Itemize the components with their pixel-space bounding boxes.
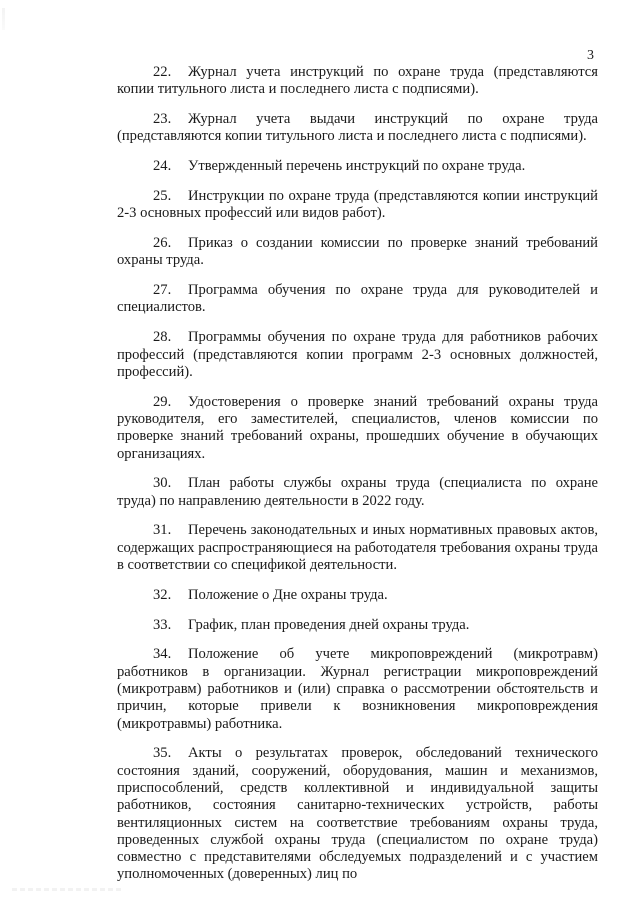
item-text: Перечень законодательных и иных нормативных правовых актов, содержащих распространяющиеся на работодателя требования охраны труда в соответствии со спецификой деятельности.: [117, 522, 598, 574]
item-text: План работы службы охраны труда (специалиста по охране труда) по направлению деятельности в 2022 году.: [117, 475, 598, 509]
item-text: Акты о результатах проверок, обследований технического состояния зданий, сооружений, оборудования, машин и механизмов, приспособлений, средств коллективной и индивидуальной защиты работников, состояния санитарно-технических устройств, работы вентиляционных систем на соответствие требованиям охраны труда, проведенных службой охраны труда (специалистом по охране труда) совместно с представителями обследуемых подразделений и с участием уполномоченных (доверенных) лиц по: [117, 745, 598, 883]
item-number: 35.: [153, 745, 172, 762]
item-text: Программы обучения по охране труда для работников рабочих профессий (представляются копии программ 2-3 основных должностей, профессий).: [117, 329, 598, 380]
list-item-35: [117, 745, 598, 883]
item-text: Журнал учета выдачи инструкций по охране труда (представляются копии титульного листа и последнего листа с подписями).: [117, 111, 598, 145]
page-number: 3: [587, 48, 594, 63]
item-text: Утвержденный перечень инструкций по охране труда.: [188, 158, 526, 175]
list-item-29: [117, 394, 598, 463]
list-item-22: [117, 64, 598, 99]
item-number: 26.: [153, 235, 172, 252]
item-text: Программа обучения по охране труда для руководителей и специалистов.: [117, 282, 598, 316]
list-item-33: [117, 617, 598, 634]
list-item-26: [117, 235, 598, 270]
item-text: Инструкции по охране труда (представляются копии инструкций 2-3 основных профессий или видов работ).: [117, 187, 598, 222]
list-item-23: [117, 111, 598, 146]
list-item-25: [117, 188, 598, 223]
item-number: 29.: [153, 393, 172, 410]
item-text: Журнал учета инструкций по охране труда (представляются копии титульного листа и последнего листа с подписями).: [117, 64, 598, 98]
item-number: 25.: [153, 187, 172, 204]
list-item-28: [117, 329, 598, 381]
scan-artifact-left: [2, 8, 5, 30]
item-text: Удостоверения о проверке знаний требований охраны труда руководителя, его заместителей, специалистов, членов комиссии по проверке знаний требований охраны, прошедших обучение в обучающих организациях.: [117, 393, 598, 462]
item-number: 23.: [153, 111, 172, 128]
item-number: 34.: [153, 646, 172, 663]
item-number: 27.: [153, 282, 172, 299]
scan-artifact-bottom: [12, 888, 122, 891]
item-number: 31.: [153, 522, 172, 539]
item-number: 33.: [153, 616, 172, 633]
item-text: Положение об учете микроповреждений (микротравм) работников в организации. Журнал регистрации микроповреждений (микротравм) работников и (или) справка о рассмотрении обстоятельств и причин, которые привели к возникновения микроповреждения (микротравмы) работника.: [117, 646, 598, 732]
list-item-34: [117, 646, 598, 732]
item-number: 32.: [153, 586, 172, 603]
item-number: 30.: [153, 475, 172, 492]
item-number: 28.: [153, 329, 172, 346]
document-body: [117, 64, 598, 896]
item-number: 22.: [153, 64, 172, 80]
list-item-24: [117, 158, 598, 175]
item-text: Приказ о создании комиссии по проверке знаний требований охраны труда.: [117, 235, 598, 269]
item-number: 24.: [153, 158, 172, 175]
item-text: График, план проведения дней охраны труда.: [188, 616, 470, 633]
list-item-30: [117, 475, 598, 510]
item-text: Положение о Дне охраны труда.: [188, 586, 388, 603]
list-item-27: [117, 282, 598, 317]
list-item-31: [117, 522, 598, 574]
list-item-32: [117, 587, 598, 604]
